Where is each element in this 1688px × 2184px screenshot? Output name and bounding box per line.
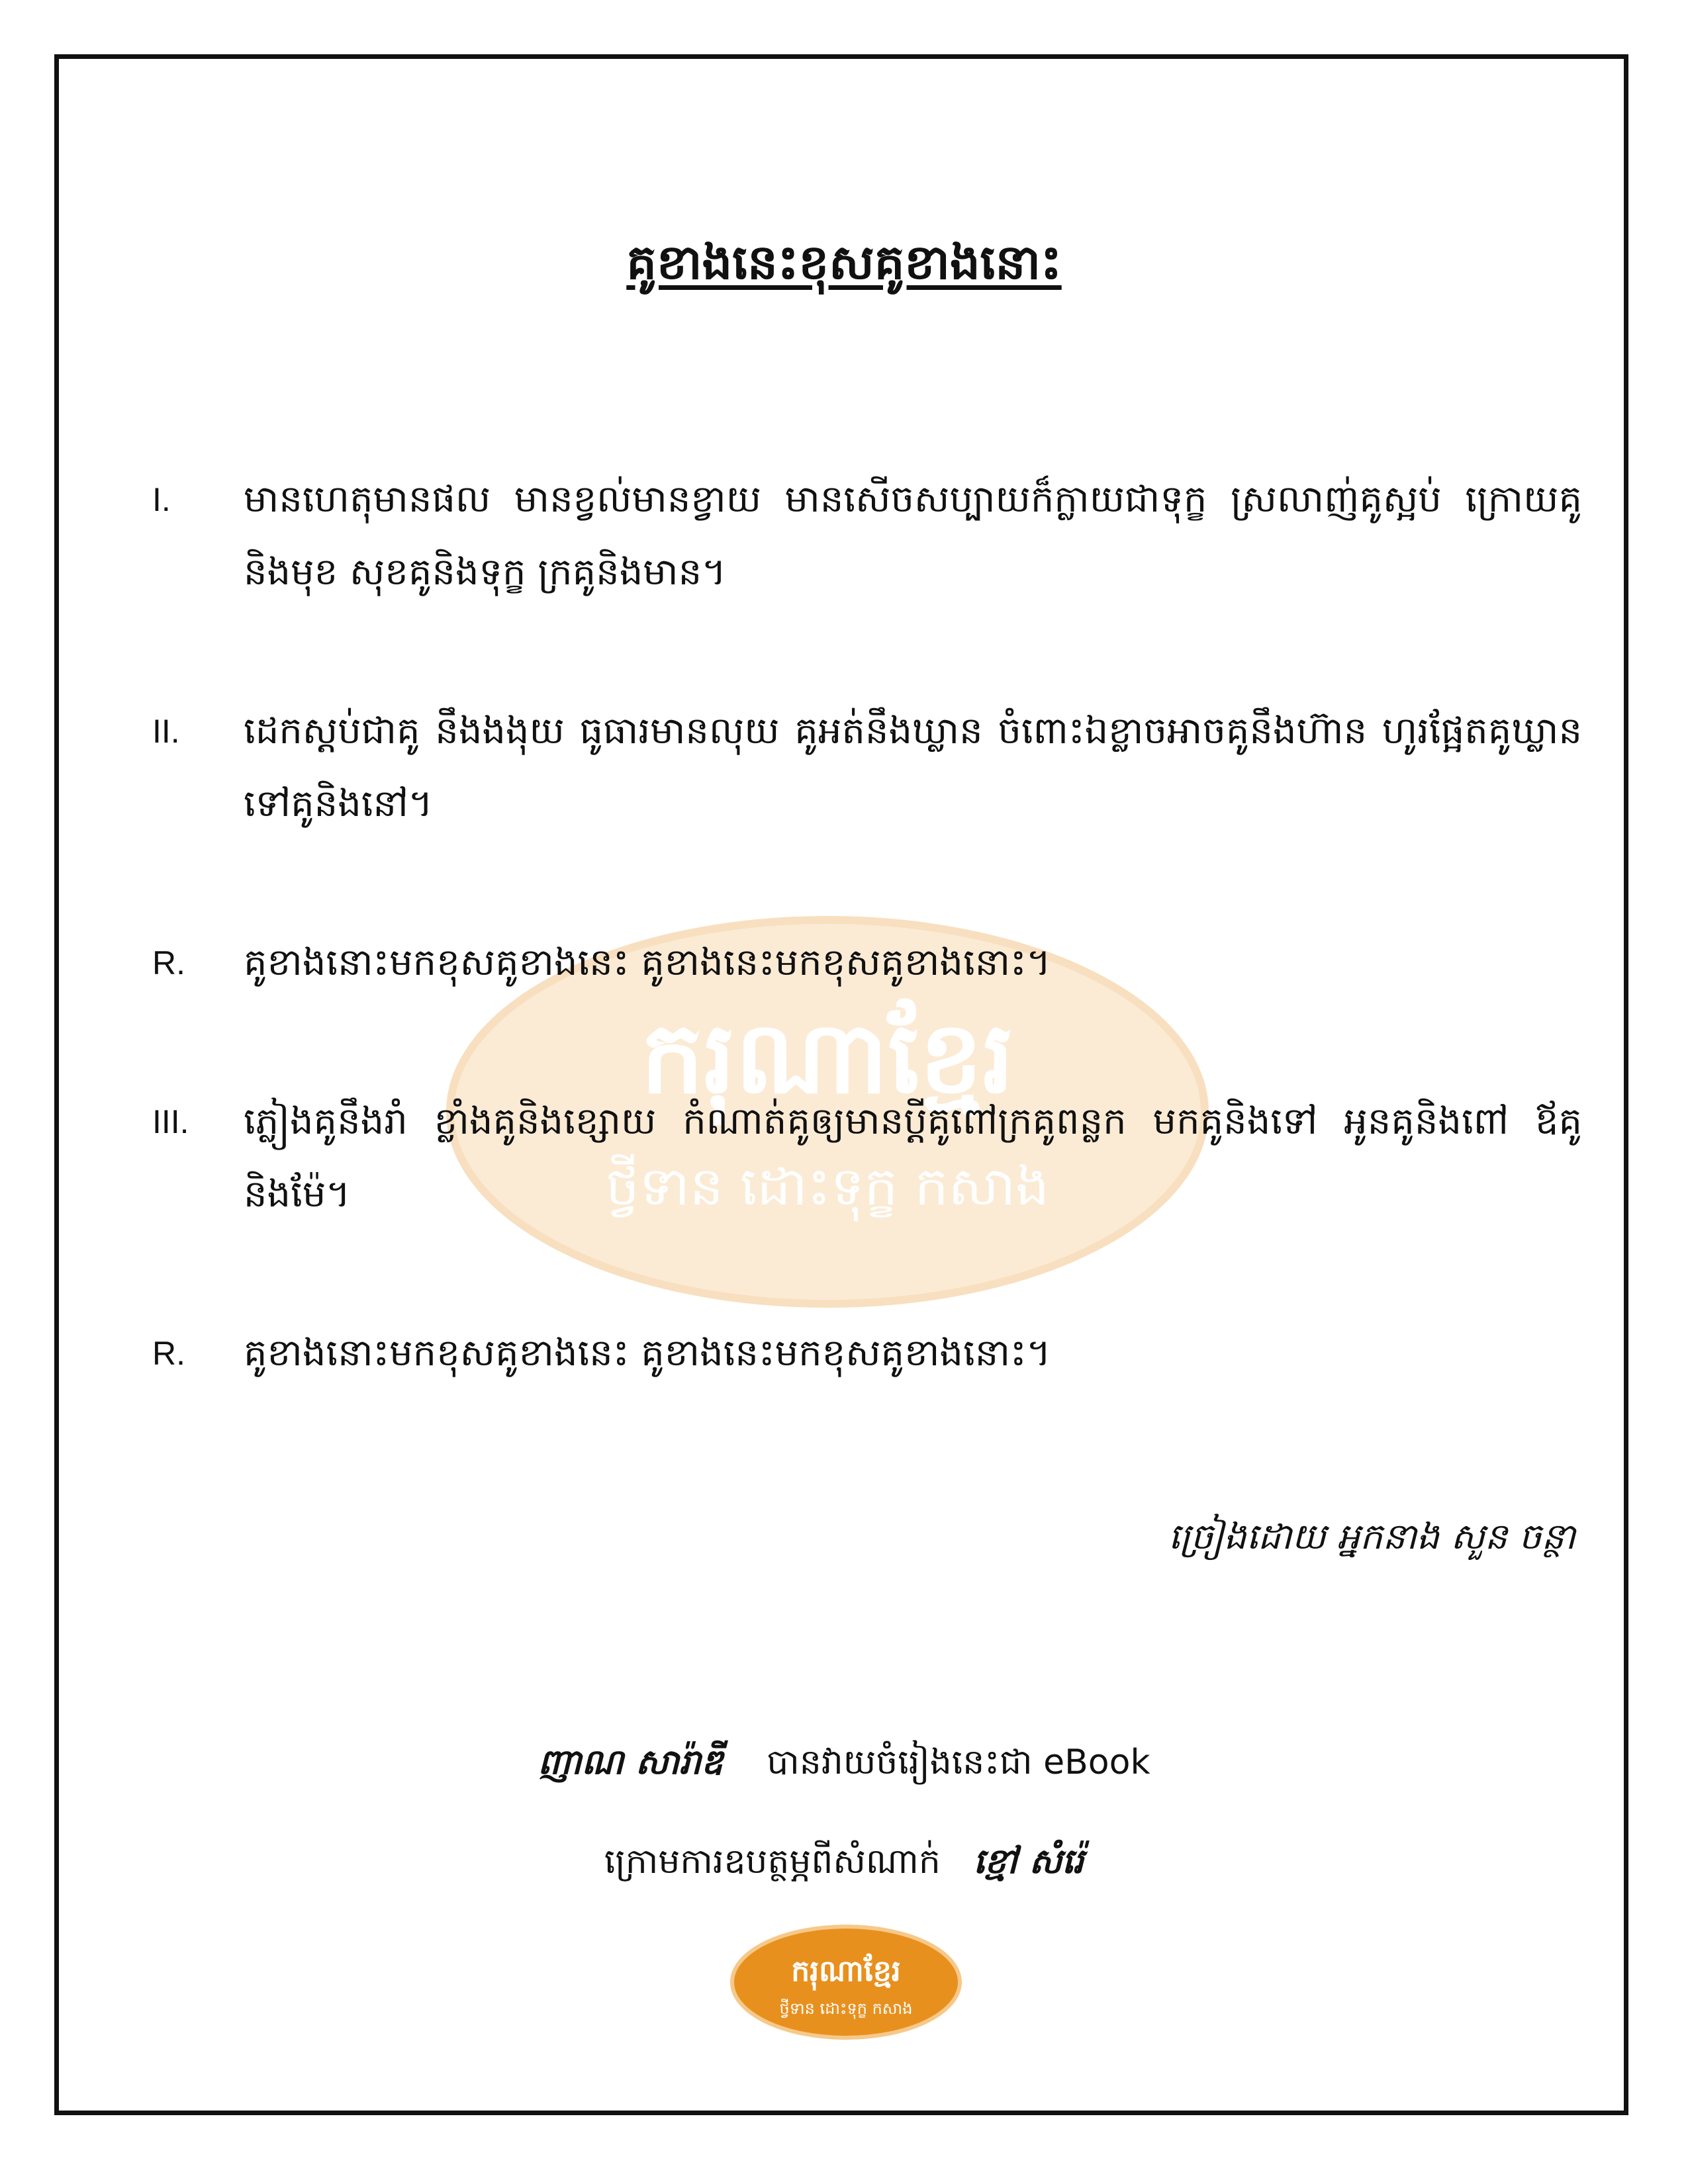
watermark-subtitle: ថ្វីទាន ដោះទុក្ខ កសាង <box>606 1156 1049 1217</box>
song-title: គូខាងនេះខុសគូខាងនោះ <box>626 234 1062 290</box>
refrain-2 <box>152 1317 1582 1390</box>
verse-label: I. <box>152 481 171 518</box>
typist-credit <box>0 1741 1688 1791</box>
singer-credit: ច្រៀងដោយ អ្នកនាង សួន ចន្ថា <box>1168 1516 1575 1557</box>
typist-name: ញាណ សារ៉ាឌី <box>538 1743 724 1782</box>
logo-subtitle: ថ្វីទាន ដោះទុក្ខ កសាង <box>779 1999 913 2018</box>
verse-label: R. <box>152 944 185 981</box>
typist-text: បានវាយចំរៀងនេះជា eBook <box>767 1743 1150 1782</box>
verse-label: R. <box>152 1335 185 1372</box>
watermark-title: ករុណាខ្មែរ <box>641 1001 1014 1116</box>
verse-text: ដេកស្តប់ជាគូ នឹងងងុយ ធូធារមានលុយ គូអត់នឹងឃ្លាន ចំពោះឯខ្លាចអាចគូនឹងហ៊ាន ហូរផ្អែតគូឃ្លាន ទៅគូនិងនៅ។ <box>244 709 1582 825</box>
verse-1 <box>152 463 1582 609</box>
sponsor-prefix: ក្រោមការឧបត្ថម្ភពីសំណាក់ <box>604 1842 941 1882</box>
verse-label: III. <box>152 1103 189 1140</box>
sponsor-credit <box>0 1840 1688 1890</box>
verse-text: គូខាងនោះមកខុសគូខាងនេះ គូខាងនេះមកខុសគូខាងនោះ។ <box>244 1332 1051 1375</box>
verse-label: II. <box>152 713 180 750</box>
verse-text: មានហេតុមានផល មានខ្វល់មានខ្វាយ មានសើចសប្បាយក៏ក្លាយជាទុក្ខ ស្រលាញ់គូស្អប់ ក្រោយគូនិងមុខ សុខគូនិងទុក្ខ ក្រគូនិងមាន។ <box>244 478 1582 594</box>
sponsor-name: ខ្មៅ សំរ៉េ <box>973 1842 1084 1882</box>
logo-title: ករុណាខ្មែរ <box>791 1954 901 1988</box>
verse-3 <box>152 1085 1582 1231</box>
refrain-1 <box>152 927 1582 999</box>
page-border <box>54 54 1628 2115</box>
verse-2 <box>152 695 1582 841</box>
footer-logo <box>727 1923 965 2042</box>
verse-text: គូខាងនោះមកខុសគូខាងនេះ គូខាងនេះមកខុសគូខាងនោះ។ <box>244 941 1051 984</box>
verse-text: ភ្លៀងគូនឹងរាំ ខ្លាំងគូនិងខ្សោយ កំណាត់គូឲ្យមានប្ដីគូពៅក្រគូពន្លក មកគូនិងទៅ អូនគូនិងពៅ ឪគូនិងម៉ែ។ <box>244 1100 1582 1216</box>
